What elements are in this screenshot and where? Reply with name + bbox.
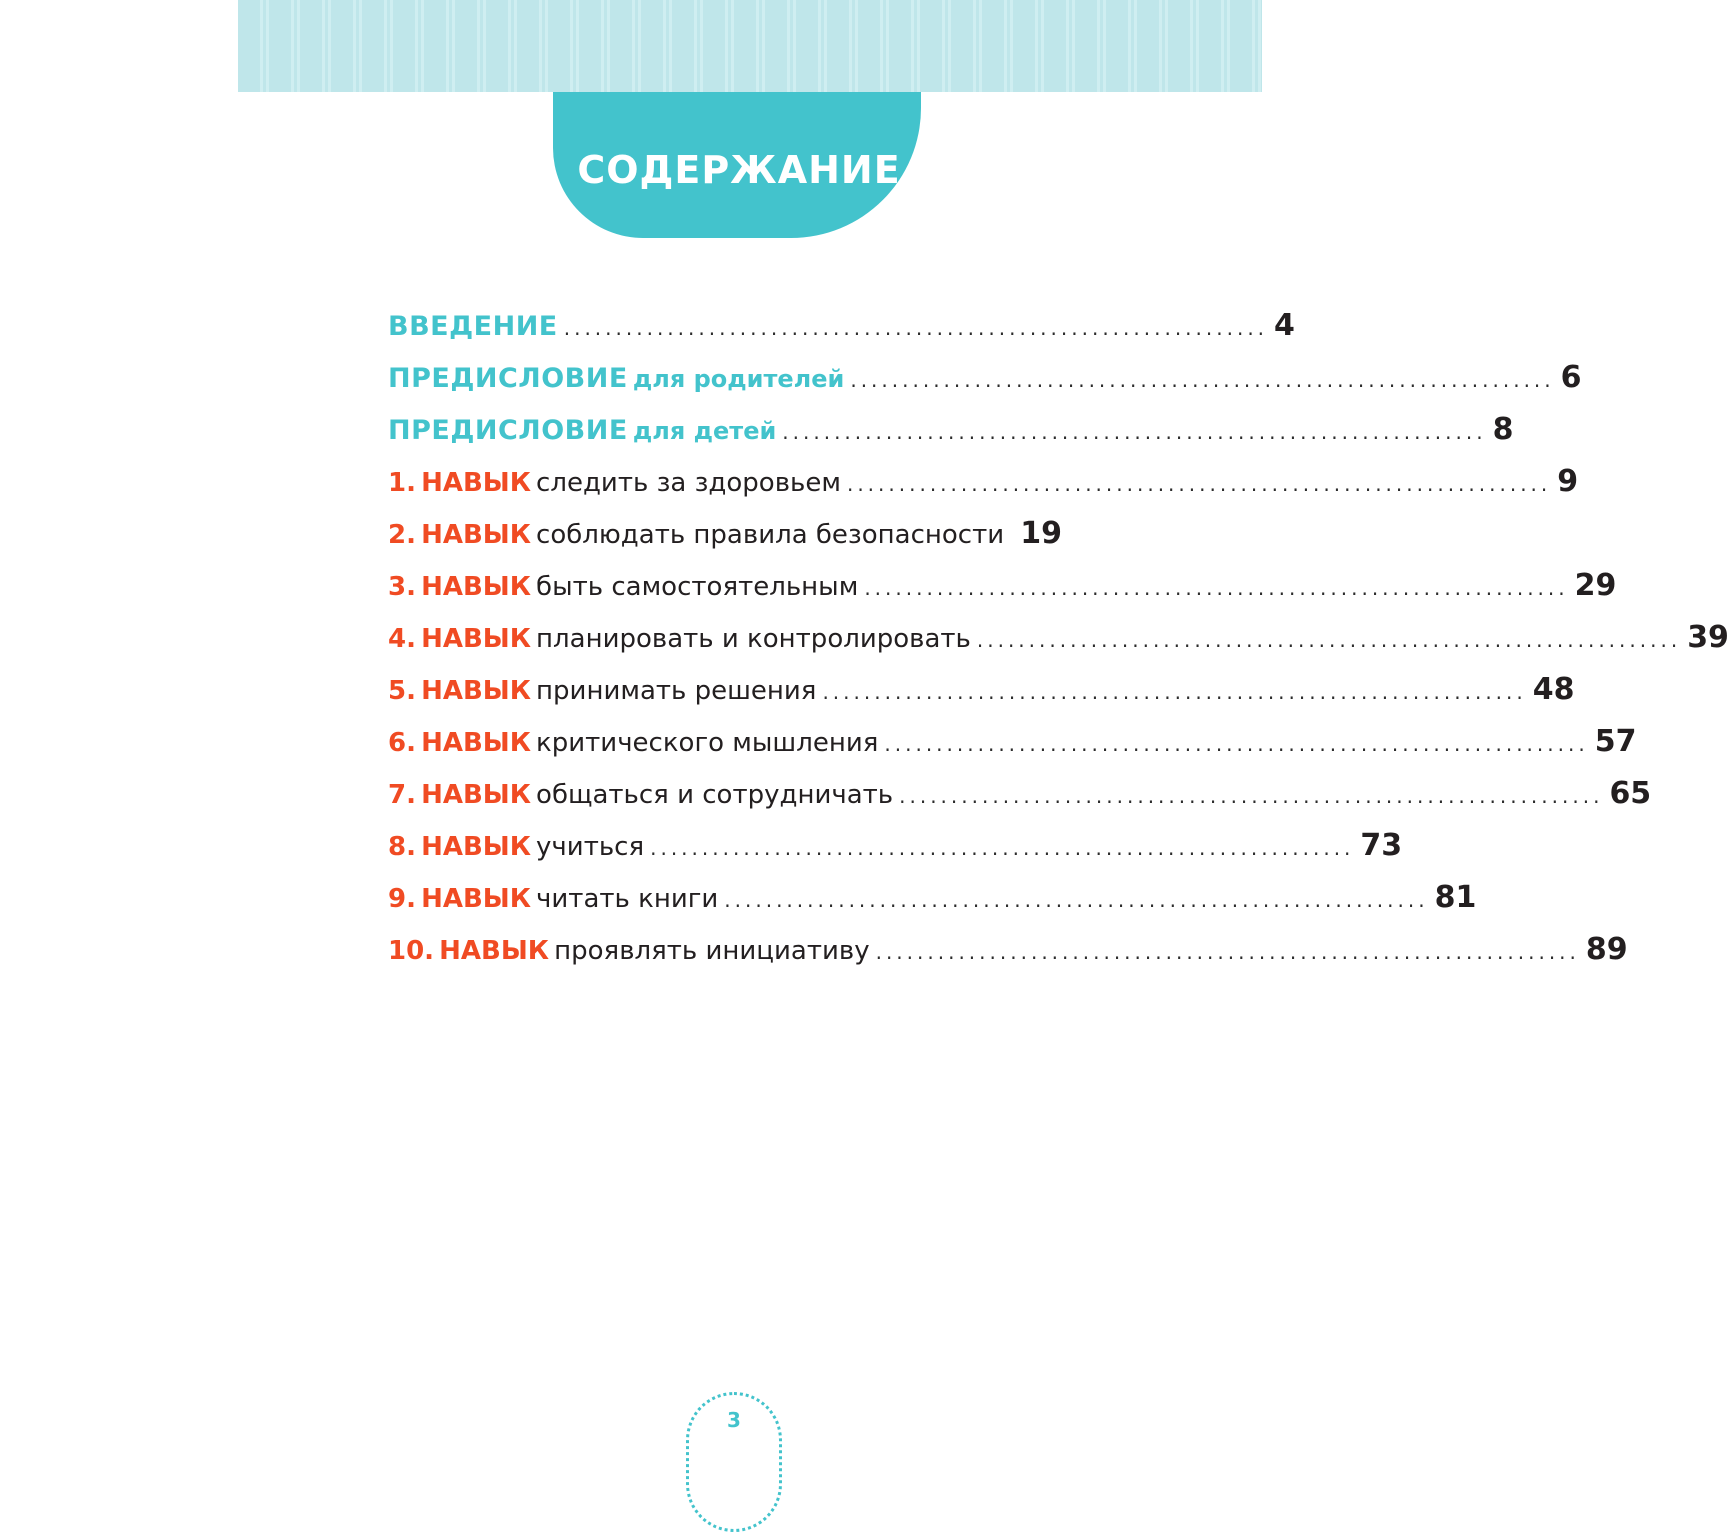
toc-entry-skill-9[interactable] — [388, 880, 1477, 932]
toc-entry-skill-1[interactable] — [388, 464, 1579, 516]
toc-entry-title: ПРЕДИСЛОВИЕ — [388, 363, 628, 394]
dot-leader: .................................................................... — [875, 940, 1580, 964]
toc-entry-skill-7[interactable] — [388, 776, 1652, 828]
skill-number: 5. — [388, 676, 416, 706]
toc-entry-skill-5[interactable] — [388, 672, 1575, 724]
toc-entry-skill-8[interactable] — [388, 828, 1403, 880]
dot-leader: .................................................................... — [650, 836, 1355, 860]
toc-page-number: 48 — [1532, 672, 1575, 707]
skill-description: следить за здоровьем — [536, 468, 841, 498]
dot-leader: .................................................................... — [864, 576, 1569, 600]
toc-page-number: 57 — [1594, 724, 1637, 759]
toc-entry-title: ПРЕДИСЛОВИЕ — [388, 415, 628, 446]
table-of-contents — [388, 308, 1729, 984]
toc-page-number: 81 — [1434, 880, 1477, 915]
skill-description: принимать решения — [536, 676, 817, 706]
skill-number: 8. — [388, 832, 416, 862]
dot-leader: .................................................................... — [976, 628, 1682, 652]
toc-page-number: 39 — [1687, 620, 1729, 655]
toc-entry-introduction[interactable] — [388, 308, 1295, 360]
toc-entry-skill-4[interactable] — [388, 620, 1729, 672]
toc-entry-subtitle: для детей — [632, 417, 777, 445]
skill-keyword: НАВЫК — [421, 780, 531, 810]
skill-keyword: НАВЫК — [439, 936, 550, 966]
dot-leader: .................................................................... — [850, 368, 1555, 392]
skill-description: читать книги — [536, 884, 719, 914]
dot-leader: .................................................................... — [724, 888, 1429, 912]
dot-leader: .................................................................... — [782, 420, 1487, 444]
skill-description: планировать и контролировать — [536, 624, 971, 654]
skill-description: критического мышления — [536, 728, 879, 758]
skill-description: общаться и сотрудничать — [536, 780, 894, 810]
skill-keyword: НАВЫК — [421, 468, 531, 498]
skill-keyword: НАВЫК — [421, 624, 531, 654]
skill-number: 4. — [388, 624, 416, 654]
toc-page-number: 4 — [1274, 308, 1295, 343]
page-title: СОДЕРЖАНИЕ — [577, 148, 901, 192]
skill-description: соблюдать правила безопасности — [536, 520, 1005, 550]
dot-leader: .................................................................... — [884, 732, 1589, 756]
skill-keyword: НАВЫК — [421, 572, 531, 602]
toc-page-number: 19 — [1020, 516, 1062, 551]
decorative-top-band — [238, 0, 1262, 92]
toc-page-number: 6 — [1560, 360, 1582, 395]
toc-page-number: 65 — [1609, 776, 1652, 811]
dot-leader: .................................................................... — [899, 784, 1604, 808]
toc-entry-skill-10[interactable] — [388, 932, 1628, 984]
skill-keyword: НАВЫК — [421, 884, 531, 914]
skill-number: 1. — [388, 468, 416, 498]
page-number: 3 — [727, 1408, 741, 1432]
toc-entry-preface-parents[interactable] — [388, 360, 1582, 412]
skill-description: учиться — [536, 832, 645, 862]
skill-keyword: НАВЫК — [421, 676, 531, 706]
toc-page-number: 29 — [1574, 568, 1617, 603]
toc-page-number: 9 — [1557, 464, 1579, 499]
toc-page-number: 8 — [1492, 412, 1514, 447]
skill-keyword: НАВЫК — [421, 728, 531, 758]
dot-leader: .................................................................... — [846, 472, 1552, 496]
toc-page-number: 89 — [1585, 932, 1628, 967]
toc-page-number: 73 — [1360, 828, 1403, 863]
toc-entry-title: ВВЕДЕНИЕ — [388, 311, 558, 342]
toc-entry-skill-6[interactable] — [388, 724, 1637, 776]
skill-keyword: НАВЫК — [421, 520, 531, 550]
skill-number: 2. — [388, 520, 416, 550]
skill-number: 7. — [388, 780, 416, 810]
skill-description: проявлять инициативу — [554, 936, 870, 966]
dot-leader: .................................................................... — [563, 316, 1269, 340]
toc-entry-subtitle: для родителей — [632, 365, 845, 393]
toc-entry-skill-3[interactable] — [388, 568, 1617, 620]
skill-number: 6. — [388, 728, 416, 758]
dot-leader: .................................................................... — [822, 680, 1527, 704]
skill-number: 9. — [388, 884, 416, 914]
skill-keyword: НАВЫК — [421, 832, 531, 862]
skill-number: 3. — [388, 572, 416, 602]
toc-entry-preface-children[interactable] — [388, 412, 1514, 464]
skill-number: 10. — [388, 936, 435, 966]
skill-description: быть самостоятельным — [536, 572, 859, 602]
toc-entry-skill-2[interactable] — [388, 516, 1062, 568]
